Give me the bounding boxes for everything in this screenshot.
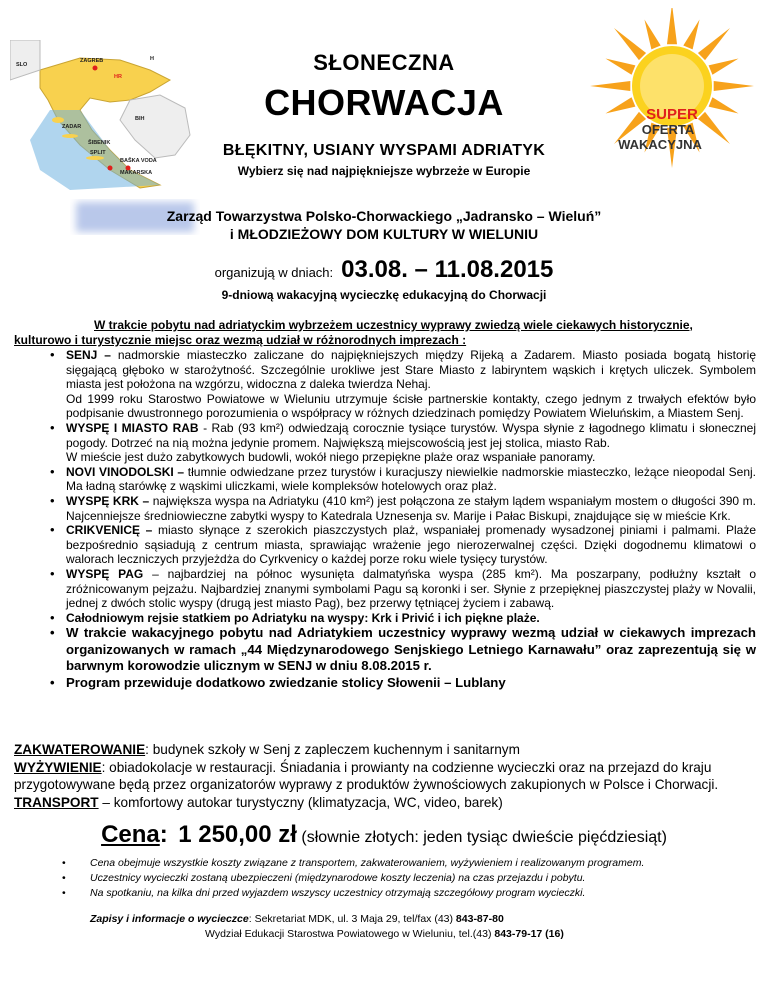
contact-row-1	[90, 912, 760, 927]
organizer-line-1: Zarząd Towarzystwa Polsko-Chorwackiego „Jadransko – Wieluń”	[166, 208, 602, 224]
note-item: • Uczestnicy wycieczki zostaną ubezpieczeni (międzynarodowe koszty leczenia) na czas przejazdu i pobytu.	[90, 871, 760, 886]
item-text: największa wyspa na Adriatyku (410 km²) jest połączona ze stałym lądem wspaniałym mostem o długości 390 m. Najcenniejsze średniowieczne zabytki wyspy to Katedrala Uznesenja sv. Marije i Pałac Biskupi, znajdujące się w mieście Krk.	[66, 493, 756, 523]
title-big: CHORWACJA	[264, 82, 504, 123]
list-item	[66, 611, 756, 626]
price-colon: :	[159, 821, 168, 848]
list-item	[66, 494, 756, 523]
map-label-zagreb: ZAGREB	[80, 58, 104, 64]
contact-label: Zapisy i informacje o wycieczce	[90, 913, 249, 925]
notes-list	[90, 856, 760, 901]
intro-line-2: kulturowo i turystycznie miejsc oraz wezmą udział w różnorodnych imprezach :	[14, 333, 467, 347]
logistics	[14, 741, 759, 811]
map-label-bih: BIH	[135, 116, 145, 122]
list-item	[66, 523, 756, 567]
contact-row-2	[90, 927, 760, 942]
organizer-line-2: i MŁODZIEŻOWY DOM KULTURY W WIELUNIU	[229, 226, 539, 242]
item-title: NOVI VINODOLSKI –	[66, 464, 185, 479]
trip-description: 9-dniową wakacyjną wycieczkę edukacyjną do Chorwacji	[221, 288, 547, 302]
food-row	[14, 759, 759, 794]
list-item	[66, 421, 756, 465]
item-text: tłumnie odwiedzane przez turystów i kuracjuszy niewielkie nadmorskie miasteczko, leżące nieopodal Senj. Ma ładną starówkę z wąskimi uliczkami, wiele kompleksów hotelowych oraz plaż.	[66, 464, 756, 494]
note-item: • Cena obejmuje wszystkie koszty związane z transportem, zakwaterowaniem, wyżywieniem i realizowanym programem.	[90, 856, 760, 871]
item-title: Całodniowym rejsie statkiem po Adriatyku na wyspy: Krk i Privić i ich piękne plaże.	[66, 610, 540, 625]
lodging-row	[14, 741, 759, 759]
item-title: WYSPĘ KRK –	[66, 493, 150, 508]
list-item	[66, 567, 756, 611]
map-label-split: SPLIT	[90, 150, 106, 156]
dates-line	[0, 256, 768, 284]
dates-label: organizują w dniach:	[214, 265, 334, 280]
item-title: WYSPĘ I MIASTO RAB	[66, 420, 199, 435]
item-title: WYSPĘ PAG	[66, 566, 144, 581]
item-extra: Od 1999 roku Starostwo Powiatowe w Wieluniu utrzymuje ścisłe partnerskie kontakty, czego jednym z trwałych efektów było podpisanie dwustronnego porozumienia o współpracy w różnych dziedzinach pomiędzy Powiatem Wieluńskim, a Miastem Senj.	[66, 391, 756, 421]
price-value: 1 250,00 zł	[178, 821, 297, 848]
map-label-h: H	[150, 56, 154, 62]
contact-line-1: : Sekretariat MDK, ul. 3 Maja 29, tel/fax (43)	[248, 913, 456, 925]
food-label: WYŻYWIENIE	[14, 759, 102, 775]
intro-paragraph	[14, 318, 754, 348]
lodging-label: ZAKWATEROWANIE	[14, 742, 146, 757]
map-label-hr: HR	[114, 74, 122, 80]
item-title: SENJ –	[66, 348, 111, 362]
transport-row	[14, 794, 759, 812]
map-label-baska-voda: BAŠKA VODA	[120, 158, 157, 164]
note-item: • Na spotkaniu, na kilka dni przed wyjazdem wszyscy uczestnicy otrzymają szczegółowy program wycieczki.	[90, 886, 760, 901]
sun-ray	[644, 19, 660, 49]
contact-line-2: Wydział Edukacji Starostwa Powiatowego w Wieluniu, tel.(43)	[205, 928, 495, 940]
list-item	[66, 348, 756, 421]
dates-value: 03.08. – 11.08.2015	[341, 256, 554, 283]
item-extra: W mieście jest dużo zabytkowych budowli, wokół niego przepiękne plaże oraz wspaniałe panoramy.	[66, 450, 596, 465]
contact-phone-1: 843-87-80	[455, 913, 504, 925]
item-text: - Rab (93 km²) odwiedzają corocznie tysiące turystów. Wyspa słynie z łagodnego klimatu i słonecznej pogody. Dotrzeć na nią można jedynie promem. Największą miejscowością jest jej stolica, miasto Rab.	[66, 420, 757, 450]
list-item-carnival: • W trakcie wakacyjnego pobytu nad Adriatykiem uczestnicy wyprawy wezmą udział w ciekawych imprezach organizowanych w ramach „44 Międzynarodowego Senjskiego Letniego Karnawału” oraz zaprezentują się w barwnym korowodzie ulicznym w SENJ w dniu 8.08.2015 r.	[66, 625, 756, 674]
contact-info	[90, 912, 760, 942]
transport-label: TRANSPORT	[14, 794, 99, 810]
tagline: Wybierz się nad najpiękniejsze wybrzeże w Europie	[237, 164, 531, 178]
map-label-zadar: ZADAR	[62, 124, 82, 130]
item-title: CRIKVENICĘ –	[66, 523, 153, 538]
transport-text: – komfortowy autokar turystyczny (klimatyzacja, WC, video, barek)	[98, 794, 503, 810]
list-item-ljubljana: • Program przewiduje dodatkowo zwiedzanie stolicy Słowenii – Lublany	[66, 675, 756, 691]
badge-line-super: SUPER	[646, 106, 698, 123]
lodging-text: : budynek szkoły w Senj z zapleczem kuchennym i sanitarnym	[145, 742, 520, 757]
item-text: miasto słynące z szerokich piaszczystych plaż, wspaniałej promenady wysadzonej piniami i palmami. Plaże bezpośrednio sąsiadują z centrum miasta, sprawiając wrażenie jego nierozerwalnej części. Dzięki dogodnemu klimatowi o walorach leczniczych przyjeżdża do Cyrkvenicy o każdej porze roku wiele tysięcy turystów.	[66, 523, 756, 567]
price-line	[0, 821, 768, 849]
attractions-list	[66, 348, 756, 691]
map-label-slo: SLO	[16, 62, 28, 68]
subtitle: BŁĘKITNY, USIANY WYSPAMI ADRIATYK	[222, 142, 546, 159]
price-label: Cena	[101, 821, 160, 848]
list-item	[66, 465, 756, 494]
item-text: – najbardziej na północ wysunięta dalmatyńska wyspa (285 km²). Ma poszarpany, podłużny kształt o zróżnicowanym pejzażu. Najbardziej znanymi symbolami Pagu są koronki i ser. Słynie z przepięknej piaszczystej plaży w Novalii, jednej z dwóch stolic wyspy (drugą jest miasto Pag), bez przerwy tętniącej życiem i zabawą.	[66, 566, 757, 611]
title-small: SŁONECZNA	[313, 50, 455, 75]
item-text: nadmorskie miasteczko zaliczane do najpiękniejszych między Rijeką a Zadarem. Miasto posiada bogatą historię sięgającą głęboko w starożytność. Szczególnie urokliwe jest Stare Miasto z labiryntem wąskich i krętych uliczek. Symbolem miasta jest położona na wzgórzu, widoczna z daleka twierdza Nehaj.	[66, 348, 756, 392]
sun-ray	[683, 19, 699, 49]
contact-phone-2: 843-79-17 (16)	[494, 928, 564, 940]
map-label-makarska: MAKARSKA	[120, 170, 153, 176]
intro-line-1: W trakcie pobytu nad adriatyckim wybrzeżem uczestnicy wyprawy zwiedzą wiele ciekawych historycznie,	[94, 318, 693, 332]
map-label-sibenik: ŠIBENIK	[88, 140, 111, 146]
sun-ray	[667, 8, 677, 44]
badge-line-oferta: OFERTA	[641, 122, 695, 137]
price-words: (słownie złotych: jeden tysiąc dwieście pięćdziesiąt)	[301, 829, 667, 846]
food-text: : obiadokolacje w restauracji. Śniadania i prowianty na codzienne wycieczki oraz na przejazd do kraju przygotowywane będą przez organizatorów wyprawy z produktów żywnościowych zakupionych w Polsce i Chorwacji.	[14, 759, 719, 792]
badge-line-wakacyjna: WAKACYJNA	[618, 137, 702, 152]
